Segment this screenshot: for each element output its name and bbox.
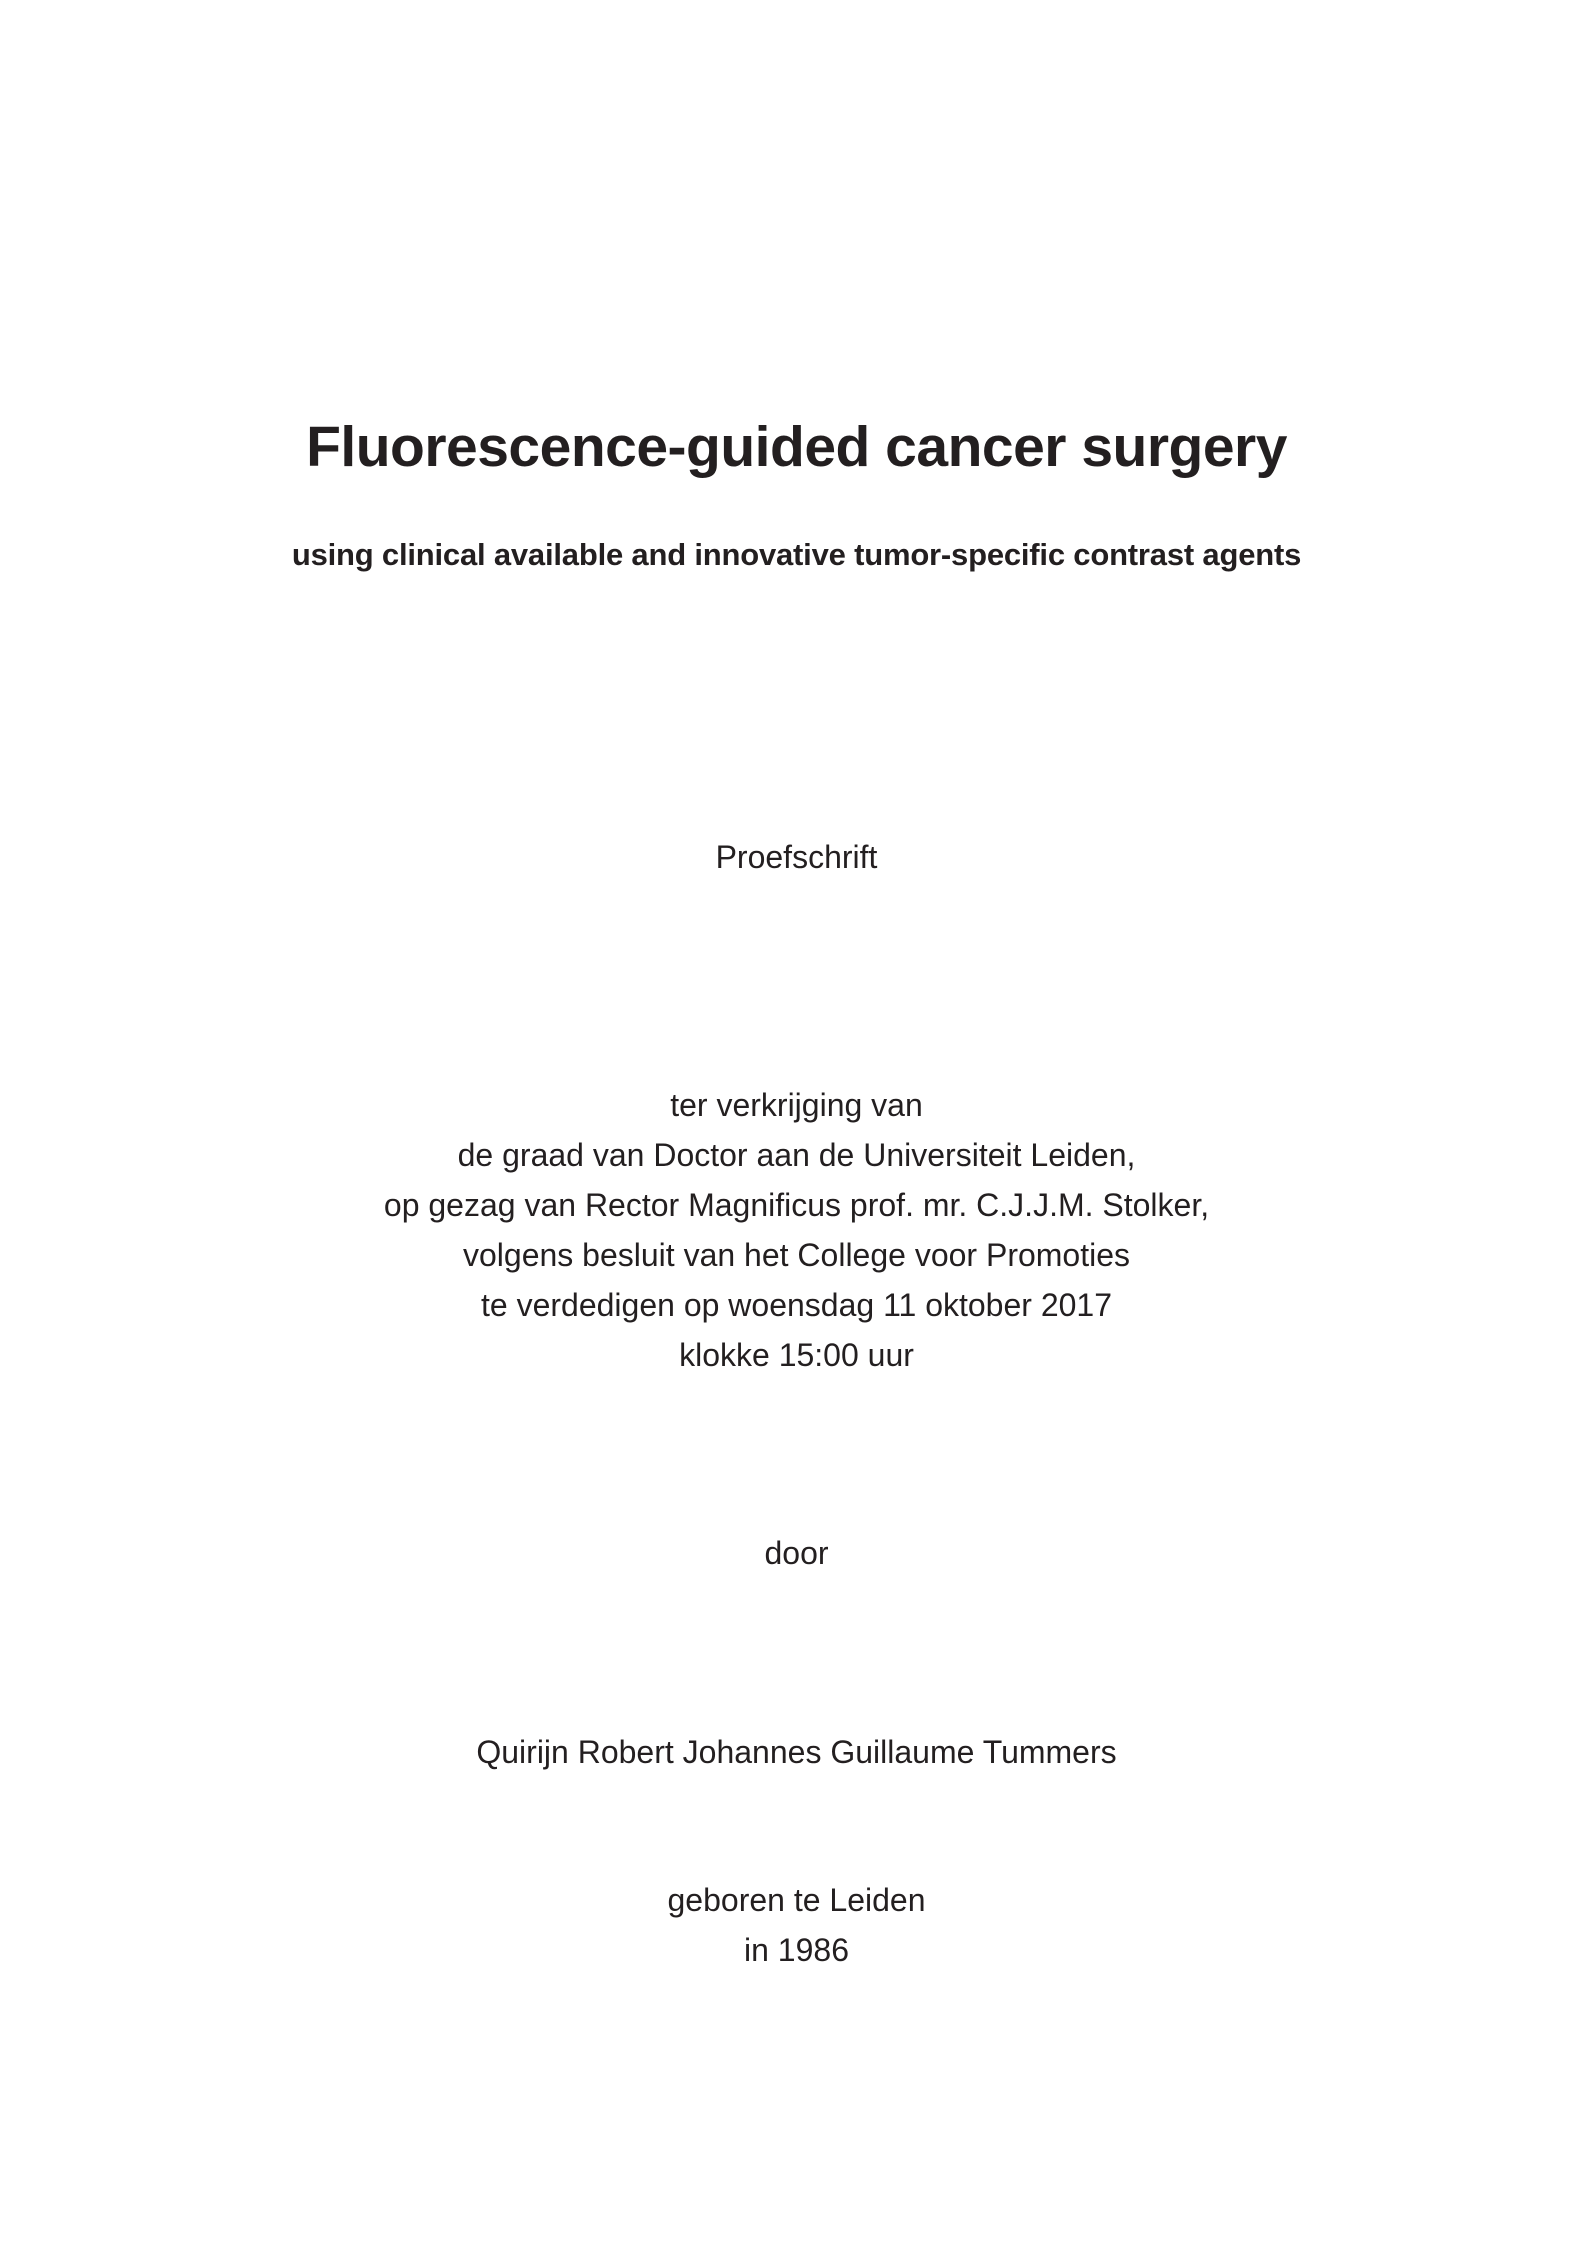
author-name: Quirijn Robert Johannes Guillaume Tummers	[476, 1734, 1117, 1770]
birthplace-line: geboren te Leiden	[667, 1882, 926, 1918]
degree-statement-line: op gezag van Rector Magnificus prof. mr. C.J.J.M. Stolker,	[383, 1187, 1210, 1223]
birth-year-line: in 1986	[744, 1932, 849, 1968]
thesis-title: Fluorescence-guided cancer surgery	[306, 415, 1287, 479]
defense-time-line: klokke 15:00 uur	[679, 1337, 914, 1373]
birth-info	[0, 1875, 1593, 1975]
degree-statement-line: de graad van Doctor aan de Universiteit Leiden,	[457, 1137, 1136, 1173]
thesis-subtitle: using clinical available and innovative tumor-specific contrast agents	[291, 537, 1302, 572]
by-label: door	[764, 1535, 829, 1571]
document-type: Proefschrift	[715, 839, 878, 875]
degree-statement	[0, 1080, 1593, 1380]
defense-date-line: te verdedigen op woensdag 11 oktober 2017	[481, 1287, 1112, 1323]
degree-statement-line: volgens besluit van het College voor Promoties	[462, 1237, 1131, 1273]
degree-statement-line: ter verkrijging van	[670, 1087, 923, 1123]
